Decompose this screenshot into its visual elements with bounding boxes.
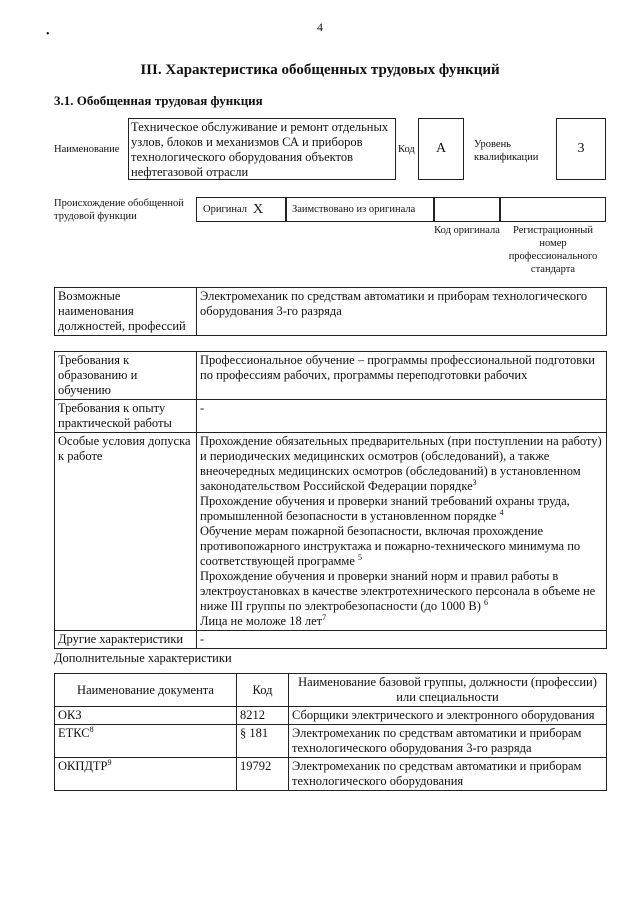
- doc-cell: ЕТКС$^8$: [55, 725, 237, 758]
- original-code-box: [434, 197, 500, 222]
- doc-cell: ОКЗ: [55, 707, 237, 725]
- original-mark: X: [253, 201, 264, 217]
- name-value-box: [128, 118, 396, 180]
- code-cell: 8212: [237, 707, 289, 725]
- other-label: Другие характеристики: [55, 631, 197, 649]
- education-label: Требования к образованию и обучению: [55, 352, 197, 400]
- table-row: [55, 352, 607, 400]
- original-label: Оригинал: [203, 204, 247, 215]
- special-item: Прохождение обучения и проверки знаний норм и правил работы в электроустановках в качестве электротехнического персонала в объеме не ниже III группы по электробезопасности (до 1000 В) $^6$: [200, 569, 596, 613]
- footnote-ref: 8: [89, 724, 94, 734]
- additional-table: [54, 673, 607, 791]
- positions-value: Электромеханик по средствам автоматики и приборам технологического оборудования 3-го разряда: [197, 288, 607, 336]
- page-number: 4: [317, 20, 323, 34]
- col-code-header: Код: [237, 674, 289, 707]
- subsection-title: 3.1. Обобщенная трудовая функция: [54, 93, 263, 108]
- table-row: [55, 758, 607, 791]
- level-label: Уровень квалификации: [474, 139, 539, 163]
- positions-label: Возможные наименования должностей, профессий: [55, 288, 197, 336]
- special-item: Прохождение обязательных предварительных (при поступлении на работу) и периодических медицинских осмотров (обследований), а также внеочередных медицинских осмотров (обследований) в установленном законодательством Российской Федерации порядке$^3$: [200, 434, 602, 493]
- table-row: [55, 288, 607, 336]
- special-item: Лица не моложе 18 лет$^7$: [200, 612, 327, 628]
- code-cell: 19792: [237, 758, 289, 791]
- table-row: [55, 707, 607, 725]
- code-cell: § 181: [237, 725, 289, 758]
- col-doc-header: Наименование документа: [55, 674, 237, 707]
- col-name-header: Наименование базовой группы, должности (профессии) или специальности: [289, 674, 607, 707]
- origin-label: Происхождение обобщенной трудовой функции: [54, 198, 184, 222]
- name-value: Техническое обслуживание и ремонт отдельных узлов, блоков и механизмов СА и приборов технологического оборудования объектов нефтегазовой отрасли: [131, 120, 389, 179]
- section-title: III. Характеристика обобщенных трудовых функций: [140, 62, 500, 78]
- name-label: Наименование: [54, 144, 120, 155]
- experience-label: Требования к опыту практической работы: [55, 400, 197, 433]
- additional-title: Дополнительные характеристики: [54, 651, 232, 665]
- reg-number-box: [500, 197, 606, 222]
- other-value: -: [197, 631, 607, 649]
- footnote-ref: 6: [484, 597, 489, 607]
- reg-caption: Регистрационный номер профессионального стандарта: [508, 225, 598, 275]
- footnote-ref: 5: [358, 552, 363, 562]
- requirements-table: [54, 351, 607, 649]
- name-cell: Сборщики электрического и электронного оборудования: [289, 707, 607, 725]
- table-row: [55, 725, 607, 758]
- code-label: Код: [398, 144, 415, 155]
- footnote-ref: 4: [499, 507, 504, 517]
- borrowed-box: [286, 197, 434, 222]
- footnote-ref: 9: [107, 757, 112, 767]
- table-row: [55, 433, 607, 631]
- table-row: [55, 631, 607, 649]
- name-cell: Электромеханик по средствам автоматики и приборам технологического оборудования 3-го разряда: [289, 725, 607, 758]
- special-label: Особые условия допуска к работе: [55, 433, 197, 631]
- code-value-box: [418, 118, 464, 180]
- original-box: [196, 197, 286, 222]
- special-item: Прохождение обучения и проверки знаний требований охраны труда, промышленной безопасности в установленном порядке $^4$: [200, 494, 570, 523]
- doc-cell: ОКПДТР$^9$: [55, 758, 237, 791]
- table-header-row: [55, 674, 607, 707]
- level-value: 3: [577, 141, 585, 156]
- scan-dot: •: [46, 29, 50, 40]
- experience-value: -: [197, 400, 607, 433]
- footnote-ref: 3: [472, 477, 477, 487]
- special-conditions: [197, 433, 607, 631]
- positions-table: [54, 287, 607, 336]
- footnote-ref: 7: [322, 612, 327, 622]
- education-value: Профессиональное обучение – программы профессиональной подготовки по профессиям рабочих, программы переподготовки рабочих: [197, 352, 607, 400]
- special-item: Обучение мерам пожарной безопасности, включая прохождение противопожарного инструктажа и пожарно-технического минимума по соответствующей программе $^5$: [200, 524, 581, 568]
- code-caption: Код оригинала: [434, 225, 500, 236]
- table-row: [55, 400, 607, 433]
- borrowed-label: Заимствовано из оригинала: [292, 204, 416, 215]
- name-cell: Электромеханик по средствам автоматики и приборам технологического оборудования: [289, 758, 607, 791]
- code-value: A: [435, 141, 447, 156]
- level-value-box: [556, 118, 606, 180]
